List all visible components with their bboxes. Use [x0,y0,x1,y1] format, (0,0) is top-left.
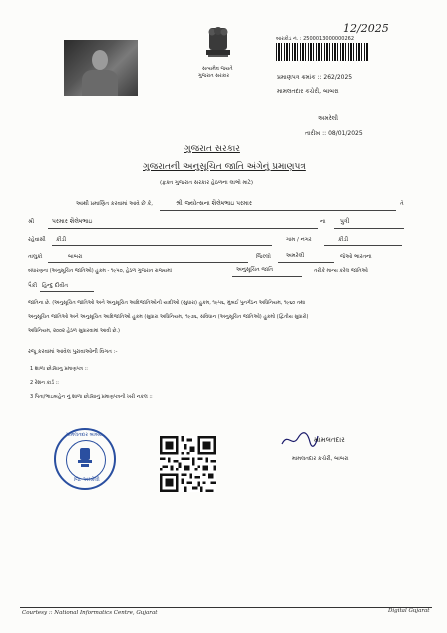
residence-label: રહેવાસી [28,237,46,243]
recognized-line: તરીકે માન્ય કરેલ જાતિઓ [314,268,368,274]
cert-number-label: પ્રમાણપત્ર ક્રમાંક :: [277,74,322,81]
emblem-caption-1: સત્યમેવ જયતે [202,66,233,72]
certificate-subtitle: (ફક્ત ગુજરાત સરકાર હેઠળના લાભો માટે) [160,180,254,186]
applicant-photo [64,40,138,96]
issue-date: 08/01/2025 [328,130,363,137]
official-seal [54,428,116,490]
taluka: બાબરા [68,254,83,260]
category: અનુસૂચિત જાતિ [236,267,274,273]
order-line: બંધારણના (અનુસૂચિત જાતિઓ) હુકમ - ૧૯૫૦, હેઠળ ગુજરાત રાજ્યમાં [28,268,172,274]
gov-title: ગુજરાત સરકાર [184,144,240,154]
footer-courtesy: Courtesy :: National Informatics Centre, Gujarat [22,610,158,616]
applicant-name: શ્રી જ્યોત્સના શૈલેષભાઇ પરમાર [176,200,252,207]
signatory-office: મામલતદાર કચેરી, બાબરા [292,456,349,462]
cert-number: 262/2025 [323,74,353,81]
legal-paragraph-line-1: જાતિના છે. (અનુસૂચિત જાતિઓ અને અનુસૂચિત આદિજાતિઓની યાદીઓ (સુધારા) હુકમ, ૧૯૫૬, મુંબઈ પુનર્ગઠન અધિનિયમ, ૧૯૬૦ તથા [28,300,306,306]
father-name: પરમાર શૈલેષભાઇ [52,218,93,225]
footer-brand: Digital Gujarat [388,608,430,614]
place: અમરેલી [318,115,338,122]
legal-paragraph-line-2: અનુસૂચિત જાતિઓ અને અનુસૂચિત આદિજાતિઓ હુકમ (સુધારા અધિનિયમ, ૧૯૭૬, સંવિધાન (અનુસૂચિત જાતિઓ) હુકમો (દ્વિતીય સુધારો) [28,314,309,320]
ashoka-emblem-icon [196,26,240,68]
district: અમરેલી [286,253,305,259]
village: કીડી [338,237,349,243]
village-label: ગામ / નગર [286,237,312,243]
relation: પુત્રી [340,218,350,225]
legal-paragraph-line-3: અધિનિયમ, ૨૦૦૨ હેઠળ સુધારવામાં આવી છે.) [28,328,120,334]
seal-bottom-text: જિ. અમરેલી [74,477,100,483]
cert-number-row [277,74,352,82]
emblem-caption-2: ગુજરાત સરકાર [198,73,230,79]
documents-heading: રજૂ કરવામાં આવેલ પુરાવાઓની વિગત :- [28,349,118,355]
qr-code [160,436,216,492]
shri-label: શ્રી [28,219,35,225]
date-label: તારીખ :: [305,130,327,137]
date-row [305,130,363,138]
seal-top-text: મામલતદાર બાબરા [66,432,103,438]
seal-emblem-icon [75,447,95,469]
document-item-2: 2 રેશન કાર્ડ :: [30,380,59,386]
state-label: જેઓ ભારતના [340,254,372,260]
caste-prefix: પૈકી [28,283,38,289]
taluka-label: તાલુકો [28,254,43,260]
certify-text: આથી પ્રમાણિત કરવામાં આવે છે કે, [76,201,154,207]
caste: હિન્દુ દીવીત [42,283,69,289]
footer-divider [20,607,432,608]
document-item-1: 1 શાળા છોડ્યાનુ પ્રમાણપત્ર :: [30,366,88,372]
residence: કીડી [56,237,67,243]
signatory-title: મામલતદાર [314,436,345,444]
office-header: મામલતદાર કચેરી, બાબરા [277,88,339,95]
line-end-te: તે [400,201,404,207]
relation-label: ના [320,219,326,225]
barcode [276,43,368,61]
handwritten-code: 12/2025 [343,22,389,35]
district-label: જિલ્લો [256,254,271,260]
document-item-3: 3 પિતા/ભાઇબહેન નું શાળા છોડ્યાનું પ્રમાણપત્રની ખરી નકલ :: [30,394,153,400]
certificate-title: ગુજરાતની અનુસૂચિત જાતિ અંગેનું પ્રમાણપત્ર [143,162,306,172]
barcode-number: બારકોડ નં. : 2500013000000262 [276,36,355,42]
